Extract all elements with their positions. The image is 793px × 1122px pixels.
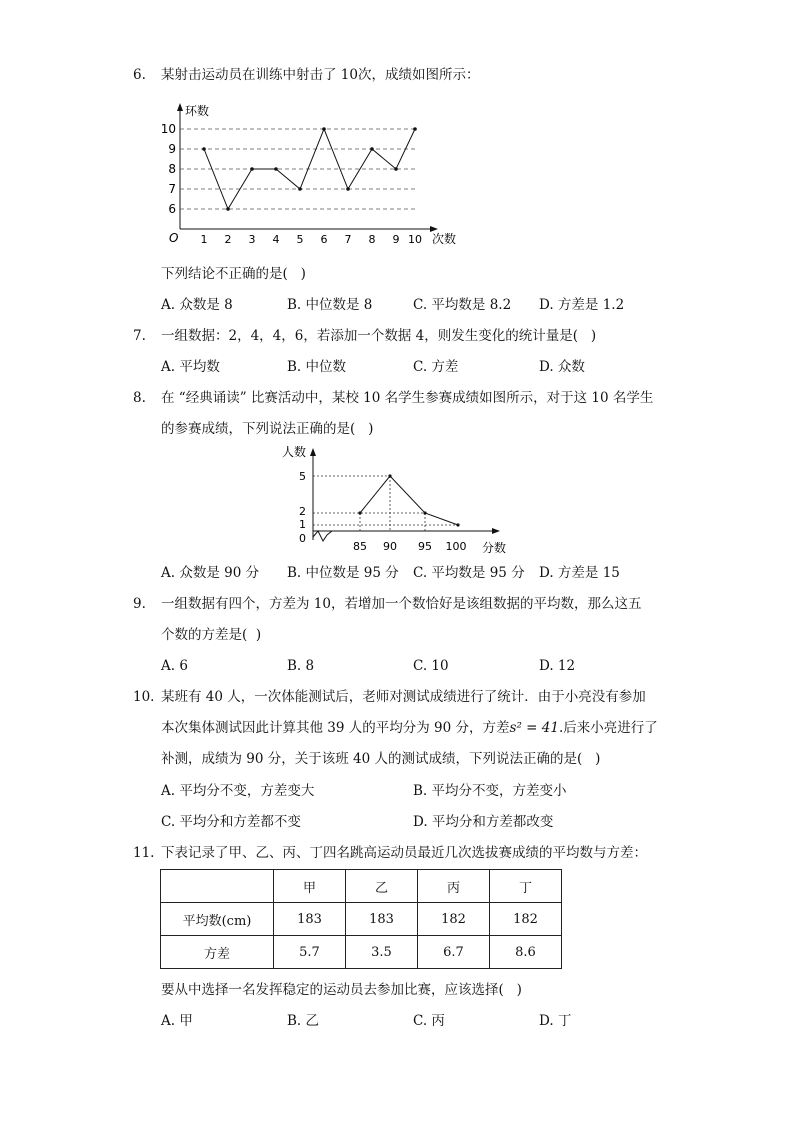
q8-xtick-100: 100	[445, 540, 467, 553]
q10-option-a[interactable]: A. 平均分不变，方差变大	[161, 783, 315, 799]
q6-xtick-6: 6	[320, 233, 328, 246]
table-cell: 5.7	[274, 936, 346, 969]
q6-stem: 某射击运动员在训练中射击了 10次，成绩如图所示：	[161, 67, 480, 83]
table-cell: 方差	[161, 936, 274, 969]
q8-option-c[interactable]: C. 平均数是 95 分	[413, 565, 525, 581]
q11-option-c[interactable]: C. 丙	[413, 1013, 445, 1029]
q6-ytick-7: 7	[168, 182, 176, 196]
table-header-cell	[161, 870, 274, 903]
q8-xtick-85: 85	[353, 540, 367, 553]
q6-xtick-2: 2	[224, 233, 232, 246]
q10-variance-formula: s² = 41	[509, 720, 559, 736]
table-cell: 183	[346, 903, 418, 936]
q10-number: 10.	[133, 689, 155, 705]
q6-after: 下列结论不正确的是( )	[161, 266, 306, 282]
q6-ytick-9: 9	[168, 142, 176, 156]
q8-point	[423, 511, 426, 514]
q6-xtick-5: 5	[296, 233, 304, 246]
q6-number: 6.	[133, 67, 146, 83]
q9-stem-line2: 个数的方差是( )	[161, 627, 262, 643]
q6-x-label: 次数	[432, 232, 457, 246]
q8-x-axis-arrow	[492, 528, 500, 534]
q10-stem-line1: 某班有 40 人，一次体能测试后，老师对测试成绩进行了统计．由于小亮没有参加	[161, 689, 646, 705]
table-row	[161, 870, 562, 903]
q10-option-c[interactable]: C. 平均分和方差都不变	[161, 814, 301, 830]
q8-line-chart	[280, 438, 520, 558]
q6-point	[370, 147, 374, 151]
q7-option-d[interactable]: D. 众数	[539, 359, 585, 375]
table-cell: 6.7	[418, 936, 490, 969]
table-header-cell: 丙	[418, 870, 490, 903]
q11-option-a[interactable]: A. 甲	[161, 1013, 193, 1029]
q9-number: 9.	[133, 596, 146, 612]
q8-stem-line2: 的参赛成绩，下列说法正确的是( )	[161, 421, 374, 437]
q8-ytick-1: 1	[299, 518, 306, 531]
q6-point	[394, 167, 398, 171]
q6-option-a[interactable]: A. 众数是 8	[161, 297, 233, 313]
q8-ytick-5: 5	[299, 470, 306, 483]
q6-xtick-3: 3	[248, 233, 256, 246]
q6-ytick-6: 6	[168, 202, 176, 216]
q8-option-a[interactable]: A. 众数是 90 分	[161, 565, 260, 581]
q8-number: 8.	[133, 390, 146, 406]
q8-option-b[interactable]: B. 中位数是 95 分	[287, 565, 399, 581]
q8-point	[388, 474, 391, 477]
q6-xtick-7: 7	[344, 233, 352, 246]
q8-stem-line1: 在 “经典诵读” 比赛活动中，某校 10 名学生参赛成绩如图所示，对于这 10 名学生	[161, 390, 654, 406]
q11-number: 11.	[133, 845, 155, 861]
table-header-cell: 丁	[490, 870, 562, 903]
q6-point	[274, 167, 278, 171]
q9-option-c[interactable]: C. 10	[413, 658, 449, 674]
q6-point	[413, 127, 417, 131]
q10-stem-line3: 补测，成绩为 90 分，关于该班 40 人的测试成绩，下列说法正确的是( )	[161, 751, 601, 767]
q6-point	[226, 207, 230, 211]
q11-table	[160, 869, 562, 969]
q9-stem-line1: 一组数据有四个，方差为 10，若增加一个数恰好是该组数据的平均数，那么这五	[161, 596, 642, 612]
q7-option-c[interactable]: C. 方差	[413, 359, 459, 375]
q6-point	[322, 127, 326, 131]
table-cell: 8.6	[490, 936, 562, 969]
q10-stem-line2-c: .后来小亮进行了	[558, 720, 658, 736]
q6-ytick-8: 8	[168, 162, 176, 176]
q10-option-b[interactable]: B. 平均分不变，方差变小	[413, 783, 567, 799]
q8-x-label: 分数	[482, 541, 507, 555]
q8-xtick-90: 90	[383, 540, 397, 553]
q6-xtick-4: 4	[272, 233, 280, 246]
q6-option-d[interactable]: D. 方差是 1.2	[539, 297, 625, 313]
q9-option-a[interactable]: A. 6	[161, 658, 188, 674]
table-cell: 182	[418, 903, 490, 936]
q6-option-b[interactable]: B. 中位数是 8	[287, 297, 373, 313]
q7-stem: 一组数据：2，4，4，6，若添加一个数据 4，则发生变化的统计量是( )	[161, 328, 597, 344]
q8-series-line	[360, 476, 458, 525]
table-cell: 平均数(cm)	[161, 903, 274, 936]
q8-axis-break	[313, 531, 332, 541]
table-row	[161, 936, 562, 969]
q6-xtick-8: 8	[368, 233, 376, 246]
q11-option-b[interactable]: B. 乙	[287, 1013, 320, 1029]
q6-point	[202, 147, 206, 151]
q11-option-d[interactable]: D. 丁	[539, 1013, 572, 1029]
table-cell: 183	[274, 903, 346, 936]
q8-point	[456, 523, 459, 526]
q6-xtick-10: 10	[408, 233, 422, 246]
q8-ytick-2: 2	[299, 505, 306, 518]
q6-y-axis-arrow	[177, 103, 183, 111]
q6-point	[298, 187, 302, 191]
q6-point	[346, 187, 350, 191]
q8-point	[358, 511, 361, 514]
q6-xtick-9: 9	[392, 233, 400, 246]
q7-option-a[interactable]: A. 平均数	[161, 359, 220, 375]
q6-y-label: 环数	[185, 104, 210, 118]
q8-option-d[interactable]: D. 方差是 15	[539, 565, 620, 581]
q10-option-d[interactable]: D. 平均分和方差都改变	[413, 814, 554, 830]
q8-y-axis-arrow	[310, 448, 316, 456]
q6-line-chart	[160, 100, 460, 250]
table-row	[161, 903, 562, 936]
q6-ytick-10: 10	[160, 122, 176, 136]
q10-stem-line2	[161, 719, 658, 737]
q9-option-d[interactable]: D. 12	[539, 658, 576, 674]
q11-stem: 下表记录了甲、乙、丙、丁四名跳高运动员最近几次选拔赛成绩的平均数与方差：	[161, 845, 647, 861]
q8-xtick-95: 95	[418, 540, 432, 553]
q10-stem-line2-a: 本次集体测试因此计算其他 39 人的平均分为 90 分，方差	[161, 720, 510, 736]
q9-option-b[interactable]: B. 8	[287, 658, 315, 674]
q7-option-b[interactable]: B. 中位数	[287, 359, 347, 375]
q6-xtick-1: 1	[200, 233, 208, 246]
q8-y-label: 人数	[282, 445, 307, 459]
q8-origin: 0	[299, 532, 306, 545]
q7-number: 7.	[133, 328, 146, 344]
table-cell: 182	[490, 903, 562, 936]
q6-origin: O	[169, 231, 179, 245]
q6-point	[250, 167, 254, 171]
table-header-cell: 乙	[346, 870, 418, 903]
q11-after: 要从中选择一名发挥稳定的运动员去参加比赛，应该选择( )	[161, 982, 522, 998]
q6-option-c[interactable]: C. 平均数是 8.2	[413, 297, 512, 313]
table-cell: 3.5	[346, 936, 418, 969]
table-header-cell: 甲	[274, 870, 346, 903]
